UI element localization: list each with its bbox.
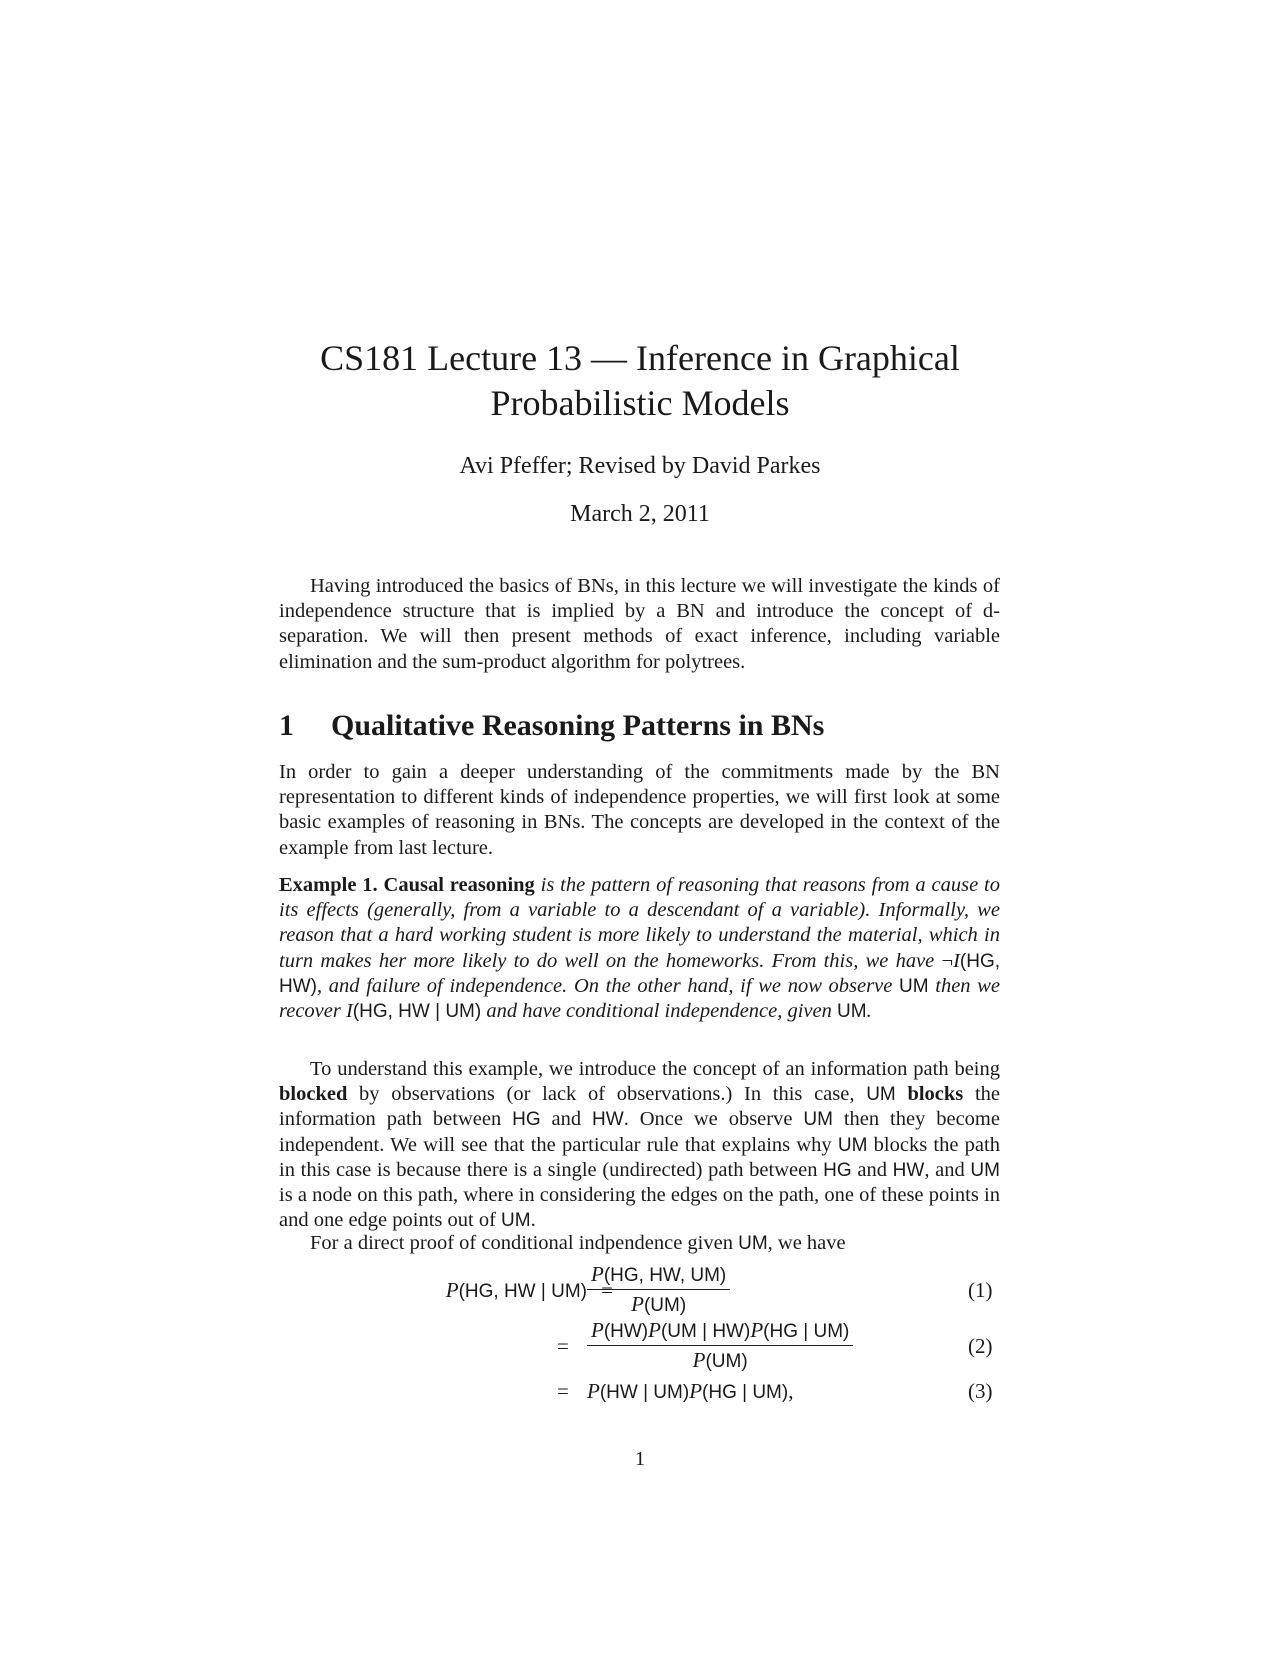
paper-title [0, 336, 1280, 426]
math-args: (HG, HW, UM) [603, 1265, 727, 1286]
equation-1 [0, 1262, 1280, 1322]
equation-rhs [587, 1262, 730, 1317]
prob-symbol: P [750, 1318, 764, 1342]
abstract: Having introduced the basics of BNs, in this lecture we will investigate the kinds of independence structure that is implied by a BN and introduce the concept of d-separation. We will then present methods of exact inference, including variable elimination and the sum-product algorithm for polytrees. [279, 575, 1000, 673]
variable-um: UM [866, 1084, 896, 1106]
math-args: (HG, HW | UM) [458, 1281, 587, 1302]
equation-lhs [446, 1278, 587, 1303]
variable-hg: HG [512, 1109, 541, 1131]
title-line-1: CS181 Lecture 13 — Inference in Graphical [320, 338, 960, 378]
math-args: (HW) [603, 1321, 649, 1342]
example-text: then we recover [279, 974, 1000, 1023]
text-run: For a direct proof of conditional indpendence given [310, 1232, 739, 1254]
title-line-2: Probabilistic Models [490, 383, 790, 423]
example-1 [279, 873, 1000, 1024]
equals-sign: = [557, 1334, 569, 1358]
equation-number: (3) [968, 1379, 993, 1403]
equation-number: (2) [968, 1334, 993, 1358]
section-title: Qualitative Reasoning Patterns in BNs [331, 709, 825, 742]
text-run: and [540, 1108, 593, 1131]
math-args: (UM) [705, 1351, 748, 1372]
example-text: and have conditional independence, given [481, 1000, 838, 1023]
equals-sign: = [557, 1379, 569, 1403]
numerator [587, 1262, 730, 1290]
text-run [896, 1083, 908, 1105]
prob-symbol: P [591, 1318, 604, 1342]
math-args: (UM) [643, 1295, 687, 1316]
prob-symbol: P [591, 1262, 604, 1286]
trailing-comma: , [788, 1379, 794, 1403]
page-number: 1 [634, 1448, 646, 1470]
math-args: (UM | HW) [660, 1321, 751, 1342]
prob-symbol: P [689, 1379, 703, 1403]
equation-rhs [587, 1318, 853, 1373]
independence-symbol: I [953, 949, 960, 972]
example-term: Causal reasoning [383, 874, 535, 896]
equation-number: (1) [968, 1278, 993, 1302]
example-text: , and failure of independence. On the other hand, if we now observe [316, 974, 899, 997]
prob-symbol: P [445, 1278, 459, 1302]
variable-hw: HW [592, 1109, 624, 1131]
prob-symbol: P [631, 1292, 644, 1316]
negation-symbol: ¬ [941, 949, 954, 972]
denominator [587, 1290, 730, 1317]
math-args: (HG, HW) [279, 950, 1000, 997]
example-label: Example 1. [279, 874, 378, 896]
equals-sign: = [601, 1278, 613, 1302]
text-run: by observations (or lack of observations.) In this case, [347, 1083, 867, 1106]
text-run: and [851, 1158, 893, 1181]
section-heading [279, 706, 1000, 746]
text-run: blocks the path in this case is because there is a single (undirected) path between [279, 1133, 1000, 1181]
variable-hw: HW [892, 1159, 925, 1181]
math-args: (HG, HW | UM) [352, 1001, 482, 1023]
paragraph-proof-intro [279, 1231, 1000, 1256]
variable-um: UM [738, 1233, 768, 1254]
variable-um: UM [837, 1001, 867, 1023]
math-args: (HW | UM) [599, 1382, 690, 1403]
fraction [587, 1318, 853, 1373]
denominator [587, 1346, 853, 1373]
term-blocked: blocked [279, 1083, 348, 1106]
term-blocks: blocks [907, 1083, 964, 1106]
text-run: then they become independent. We will see that the particular rule that explains why [279, 1108, 1000, 1156]
text-run: . Once we observe [623, 1108, 804, 1131]
example-text: is the pattern of reasoning that reasons from a cause to its effects (generally, from a variable to a descendant of a variable). Informally, we reason that a hard working student is more likely to understand the material, which in turn makes her more likely to do well on the homeworks. From this, we have [279, 874, 1001, 972]
text-run: , and [924, 1158, 971, 1181]
variable-um: UM [803, 1109, 833, 1131]
prob-symbol: P [692, 1348, 706, 1372]
variable-hg: HG [823, 1159, 852, 1181]
text-run: , we have [767, 1232, 846, 1254]
independence-symbol: I [345, 1000, 353, 1023]
variable-um: UM [970, 1159, 1000, 1181]
variable-um: UM [501, 1210, 531, 1232]
equation-rhs [587, 1379, 793, 1404]
section-number: 1 [279, 709, 294, 742]
text-run: is a node on this path, where in considering the edges on the path, one of these points in and one edge points out of [279, 1184, 1000, 1232]
example-text: . [866, 1000, 872, 1023]
paragraph-intro: In order to gain a deeper understanding of the commitments made by the BN representation to different kinds of independence properties, we will first look at some basic examples of reasoning in BNs. The concepts are developed in the context of the example from last lecture. [279, 761, 1000, 859]
date-line: March 2, 2011 [570, 501, 710, 527]
numerator [587, 1318, 853, 1346]
variable-um: UM [899, 975, 929, 997]
equation-2 [0, 1318, 1280, 1378]
math-args: (HG | UM) [763, 1321, 850, 1342]
text-run: the information path between [279, 1083, 1001, 1131]
variable-um: UM [837, 1134, 868, 1156]
math-args: (HG | UM) [702, 1382, 789, 1403]
prob-symbol: P [648, 1318, 661, 1342]
text-run: To understand this example, we introduce the concept of an information path being [310, 1058, 1000, 1080]
equation-3 [0, 1379, 1280, 1409]
text-run: . [530, 1209, 536, 1232]
author-line: Avi Pfeffer; Revised by David Parkes [459, 453, 821, 479]
fraction [587, 1262, 730, 1317]
prob-symbol: P [587, 1379, 600, 1403]
paragraph-blocking [279, 1057, 1000, 1233]
